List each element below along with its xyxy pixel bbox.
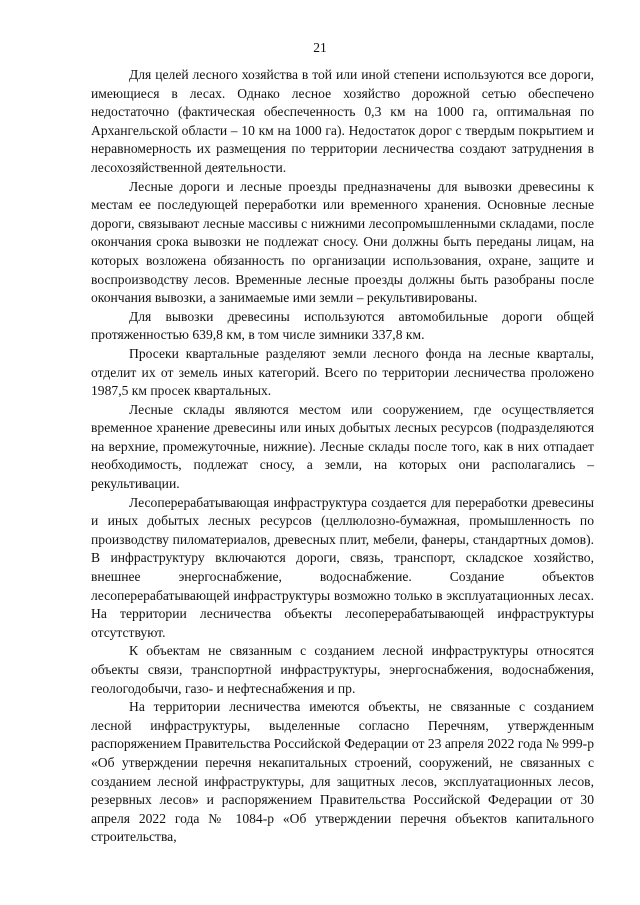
paragraph-non-forest-objects: К объектам не связанным с созданием лесной инфраструктуры относятся объекты связи, транспортной инфраструктуры, энергоснабжения, водоснабжения, геологодобычи, газо- и нефтеснабжения и пр. (91, 643, 594, 696)
paragraph-government-orders: На территории лесничества имеются объекты, не связанные с созданием лесной инфраструктуры, выделенные согласно Перечням, утвержденным распоряжением Правительства Российской Федерации от 23 апреля 2022 года № 999-р «Об утверждении перечня некапитальных строений, сооружений, не связанных с созданием лесной инфраструктуры, для защитных лесов, эксплуатационных лесов, резервных лесов» и распоряжением Правительства Российской Федерации от 30 апреля 2022 года № 1084-р «Об утверждении перечня объектов капитального строительства, (91, 699, 594, 845)
page-number: 21 (313, 40, 327, 55)
paragraph-forest-roads-overview: Для целей лесного хозяйства в той или иной степени используются все дороги, имеющиеся в лесах. Однако лесное хозяйство дорожной сетью обеспечено недостаточно (фактическая обеспеченность 0,3 км на 1000 га, оптимальная по Архангельской области – 10 км на 1000 га). Недостаток дорог с твердым покрытием и неравномерность их размещения по территории лесничества создают затруднения в лесохозяйственной деятельности. (91, 67, 594, 175)
paragraph-quarter-clearings: Просеки квартальные разделяют земли лесного фонда на лесные кварталы, отделит их от земель иных категорий. Всего по территории лесничества проложено 1987,5 км просек квартальных. (91, 345, 594, 399)
paragraph-timber-yards: Лесные склады являются местом или сооружением, где осуществляется временное хранение древесины или иных добытых лесных ресурсов (подразделяются на верхние, промежуточные, нижние). Лесные склады после того, как в них отпадает необходимость, подлежат сносу, а земли, на которых они располагались – рекультивации. (91, 401, 594, 492)
paragraph-forest-roads-purpose: Лесные дороги и лесные проезды предназначены для вывозки древесины к местам ее последующей переработки или временного хранения. Основные лесные дороги, связывают лесные массивы с нижними лесопромышленными складами, после окончания срока вывозки не подлежат сносу. Они должны быть переданы лицам, на которых возложена обязанность по организации использования, охране, защите и воспроизводству лесов. Временные лесные проезды должны быть разобраны после окончания вывозки, а занимаемые ими земли – рекультивированы. (91, 178, 594, 306)
document-body (91, 66, 594, 847)
paragraph-timber-haulage-roads: Для вывозки древесины используются автомобильные дороги общей протяженностью 639,8 км, в том числе зимники 337,8 км. (91, 308, 594, 343)
paragraph-processing-infrastructure: Лесоперерабатывающая инфраструктура создается для переработки древесины и иных добытых лесных ресурсов (целлюлозно-бумажная, промышленность по производству пиломатериалов, древесных плит, мебели, фанеры, стандартных домов). В инфраструктуру включаются дороги, связь, транспорт, складское хозяйство, внешнее энергоснабжение, водоснабжение. Создание объектов лесоперерабатывающей инфраструктуры возможно только в эксплуатационных лесах. На территории лесничества объекты лесоперерабатывающей инфраструктуры отсутствуют. (91, 494, 594, 640)
